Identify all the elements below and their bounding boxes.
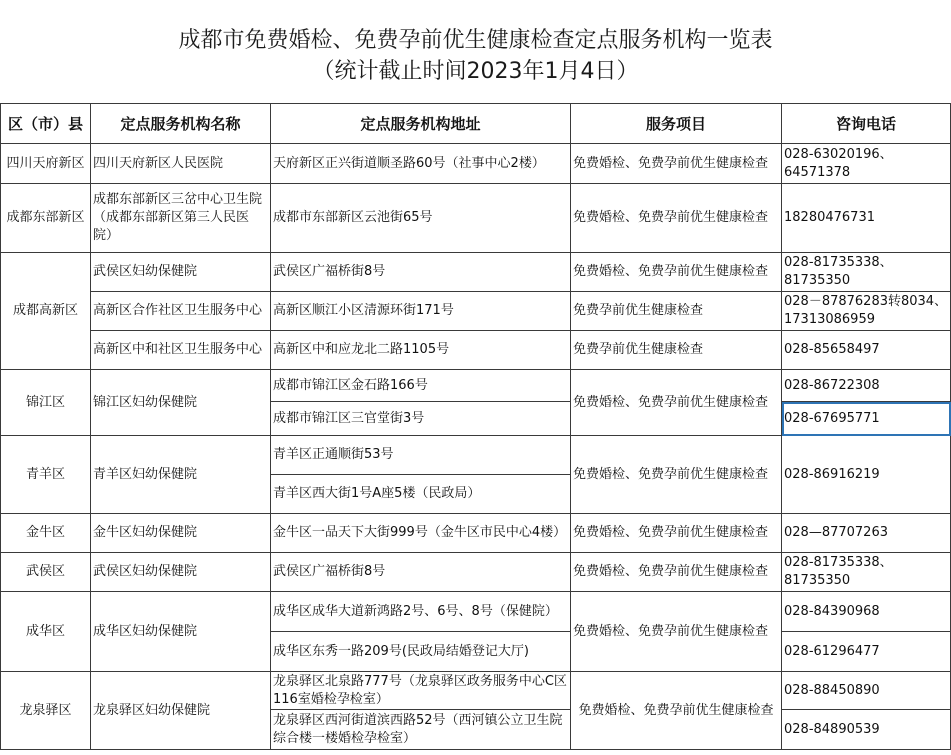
service-cell[interactable]: 免费婚检、免费孕前优生健康检查 [571, 553, 782, 592]
phone-cell[interactable]: 028-61296477 [782, 632, 951, 672]
org-cell[interactable]: 成华区妇幼保健院 [91, 592, 271, 672]
service-cell[interactable]: 免费婚检、免费孕前优生健康检查 [571, 672, 782, 750]
header-service[interactable]: 服务项目 [571, 104, 782, 144]
address-cell[interactable]: 成华区东秀一路209号(民政局结婚登记大厅) [271, 632, 571, 672]
phone-cell[interactable]: 028-81735338、81735350 [782, 553, 951, 592]
table-row [1, 144, 951, 184]
org-cell[interactable]: 高新区中和社区卫生服务中心 [91, 331, 271, 370]
table-row [1, 331, 951, 370]
address-cell[interactable]: 武侯区广福桥街8号 [271, 553, 571, 592]
address-cell[interactable]: 青羊区西大街1号A座5楼（民政局） [271, 475, 571, 514]
org-cell[interactable]: 武侯区妇幼保健院 [91, 553, 271, 592]
service-cell[interactable]: 免费婚检、免费孕前优生健康检查 [571, 184, 782, 253]
district-cell[interactable]: 金牛区 [1, 514, 91, 553]
table-row [1, 436, 951, 475]
phone-cell[interactable]: 028－87876283转8034、17313086959 [782, 292, 951, 331]
service-cell[interactable]: 免费婚检、免费孕前优生健康检查 [571, 253, 782, 292]
service-cell[interactable]: 免费婚检、免费孕前优生健康检查 [571, 436, 782, 514]
table-row [1, 553, 951, 592]
service-cell[interactable]: 免费孕前优生健康检查 [571, 292, 782, 331]
table-header-row [1, 104, 951, 144]
title-area [0, 0, 951, 103]
address-cell[interactable]: 成都市锦江区金石路166号 [271, 370, 571, 402]
page-title: 成都市免费婚检、免费孕前优生健康检查定点服务机构一览表 [178, 28, 773, 53]
org-cell[interactable]: 武侯区妇幼保健院 [91, 253, 271, 292]
district-cell[interactable]: 成都高新区 [1, 253, 91, 370]
org-cell[interactable]: 金牛区妇幼保健院 [91, 514, 271, 553]
phone-cell[interactable]: 028-84890539 [782, 710, 951, 750]
header-phone[interactable]: 咨询电话 [782, 104, 951, 144]
phone-cell[interactable]: 18280476731 [782, 184, 951, 253]
org-cell[interactable]: 高新区合作社区卫生服务中心 [91, 292, 271, 331]
table-row [1, 592, 951, 632]
district-cell[interactable]: 成都东部新区 [1, 184, 91, 253]
table-row [1, 370, 951, 402]
district-cell[interactable]: 四川天府新区 [1, 144, 91, 184]
address-cell[interactable]: 龙泉驿区西河街道滨西路52号（西河镇公立卫生院综合楼一楼婚检孕检室） [271, 710, 571, 750]
org-cell[interactable]: 成都东部新区三岔中心卫生院（成都东部新区第三人民医院） [91, 184, 271, 253]
phone-cell[interactable]: 028-86722308 [782, 370, 951, 402]
service-cell[interactable]: 免费婚检、免费孕前优生健康检查 [571, 370, 782, 436]
table-row [1, 292, 951, 331]
address-cell[interactable]: 青羊区正通顺街53号 [271, 436, 571, 475]
table-row [1, 514, 951, 553]
service-cell[interactable]: 免费孕前优生健康检查 [571, 331, 782, 370]
service-cell[interactable]: 免费婚检、免费孕前优生健康检查 [571, 514, 782, 553]
phone-cell[interactable]: 028-81735338、81735350 [782, 253, 951, 292]
address-cell[interactable]: 龙泉驿区北泉路777号（龙泉驿区政务服务中心C区116室婚检孕检室） [271, 672, 571, 710]
header-org-name[interactable]: 定点服务机构名称 [91, 104, 271, 144]
org-cell[interactable]: 龙泉驿区妇幼保健院 [91, 672, 271, 750]
table-row [1, 184, 951, 253]
address-cell[interactable]: 高新区中和应龙北二路1105号 [271, 331, 571, 370]
service-cell[interactable]: 免费婚检、免费孕前优生健康检查 [571, 144, 782, 184]
org-cell[interactable]: 锦江区妇幼保健院 [91, 370, 271, 436]
header-address[interactable]: 定点服务机构地址 [271, 104, 571, 144]
district-cell[interactable]: 龙泉驿区 [1, 672, 91, 750]
phone-cell-selected[interactable]: 028-67695771 [782, 402, 951, 436]
phone-cell[interactable]: 028-84390968 [782, 592, 951, 632]
district-cell[interactable]: 锦江区 [1, 370, 91, 436]
table-row [1, 672, 951, 710]
district-cell[interactable]: 成华区 [1, 592, 91, 672]
phone-cell[interactable]: 028-88450890 [782, 672, 951, 710]
address-cell[interactable]: 成都市东部新区云池街65号 [271, 184, 571, 253]
org-cell[interactable]: 青羊区妇幼保健院 [91, 436, 271, 514]
phone-cell[interactable]: 028—87707263 [782, 514, 951, 553]
address-cell[interactable]: 金牛区一品天下大街999号（金牛区市民中心4楼） [271, 514, 571, 553]
address-cell[interactable]: 成华区成华大道新鸿路2号、6号、8号（保健院） [271, 592, 571, 632]
phone-cell[interactable]: 028-85658497 [782, 331, 951, 370]
address-cell[interactable]: 成都市锦江区三官堂街3号 [271, 402, 571, 436]
service-cell[interactable]: 免费婚检、免费孕前优生健康检查 [571, 592, 782, 672]
table-row [1, 253, 951, 292]
phone-cell[interactable]: 028-63020196、64571378 [782, 144, 951, 184]
district-cell[interactable]: 青羊区 [1, 436, 91, 514]
org-cell[interactable]: 四川天府新区人民医院 [91, 144, 271, 184]
page-subtitle: （统计截止时间2023年1月4日） [312, 59, 639, 84]
header-district[interactable]: 区（市）县 [1, 104, 91, 144]
address-cell[interactable]: 天府新区正兴街道顺圣路60号（社事中心2楼） [271, 144, 571, 184]
address-cell[interactable]: 高新区顺江小区清源环街171号 [271, 292, 571, 331]
district-cell[interactable]: 武侯区 [1, 553, 91, 592]
phone-cell[interactable]: 028-86916219 [782, 436, 951, 514]
institution-table [0, 103, 951, 750]
address-cell[interactable]: 武侯区广福桥街8号 [271, 253, 571, 292]
